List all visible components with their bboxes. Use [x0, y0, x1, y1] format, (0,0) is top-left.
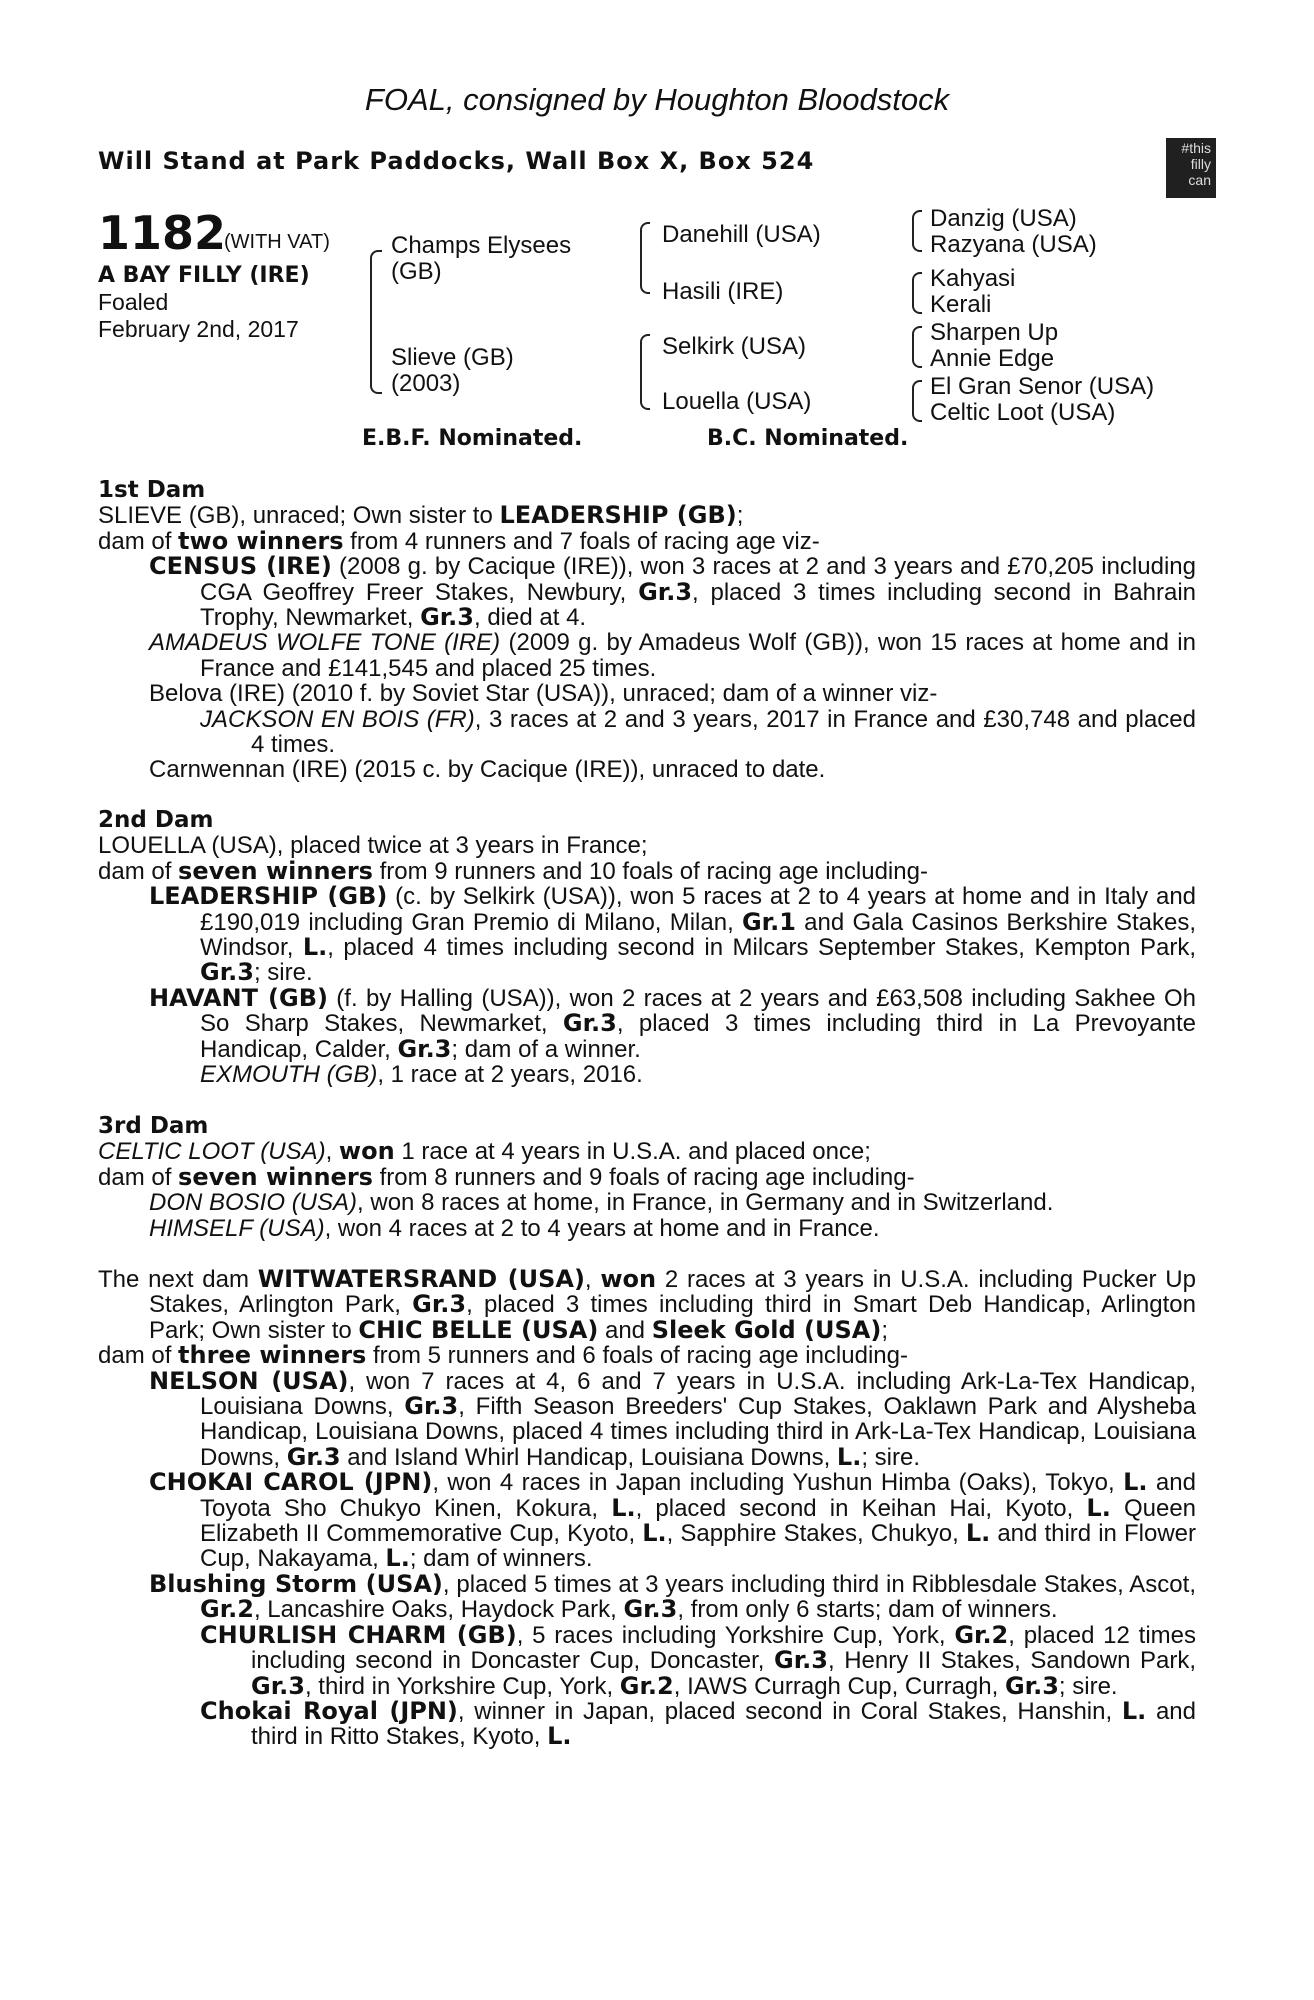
progeny-exmouth: EXMOUTH (GB), 1 race at 2 years, 2016.: [200, 1061, 643, 1089]
pedigree-brace-sire: [640, 222, 650, 294]
progeny-blushing-storm: Blushing Storm (USA), placed 5 times at 3 years including third in Ribblesdale Stakes, Ascot, Gr.2, Lancashire Oaks, Haydock Park, Gr.3, from only 6 starts; dam of winners.: [149, 1569, 1196, 1624]
vat-label: (WITH VAT): [224, 231, 330, 253]
progeny-belova: Belova (IRE) (2010 f. by Soviet Star (USA)), unraced; dam of a winner viz-: [149, 680, 938, 708]
pedigree-g3-4: Kerali: [930, 291, 992, 318]
badge-text-1: #this: [1181, 140, 1211, 156]
pedigree-sire-dam: Hasili (IRE): [662, 278, 784, 305]
pedigree-brace-g3-2: [912, 272, 922, 314]
pedigree-g3-3: Kahyasi: [930, 265, 1016, 292]
foaled-date: February 2nd, 2017: [98, 316, 299, 342]
badge-text-2: filly: [1190, 156, 1211, 172]
progeny-chokai-carol: CHOKAI CAROL (JPN), won 4 races in Japan including Yushun Himba (Oaks), Tokyo, L. and Toyota Sho Chukyo Kinen, Kokura, L., placed second in Keihan Hai, Kyoto, L. Queen Elizabeth II Commemorative Cup, Kyoto, L., Sapphire Stakes, Chukyo, L. and third in Flower Cup, Nakayama, L.; dam of winners.: [149, 1468, 1197, 1573]
pedigree-g3-1: Danzig (USA): [930, 205, 1077, 232]
progeny-churlish-charm: CHURLISH CHARM (GB), 5 races including Yorkshire Cup, York, Gr.2, placed 12 times including second in Doncaster Cup, Doncaster, Gr.3, Henry II Stakes, Sandown Park, Gr.3, third in Yorkshire Cup, York, Gr.2, IAWS Curragh Cup, Curragh, Gr.3; sire.: [200, 1620, 1196, 1700]
pedigree-g3-8: Celtic Loot (USA): [930, 399, 1116, 426]
foaled-label: Foaled: [98, 289, 169, 315]
pedigree-dam: Slieve (GB) (2003): [391, 344, 514, 397]
stand-location: Will Stand at Park Paddocks, Wall Box X, Box 524: [98, 147, 815, 175]
progeny-census: CENSUS (IRE) (2008 g. by Cacique (IRE)), won 3 races at 2 and 3 years and £70,205 including CGA Geoffrey Freer Stakes, Newbury, Gr.3, placed 3 times including second in Bahrain Trophy, Newmarket, Gr.3, died at 4.: [149, 552, 1197, 632]
pedigree-sire-sire: Danehill (USA): [662, 221, 821, 248]
pedigree-dam-sire: Selkirk (USA): [662, 333, 807, 360]
ebf-nominated: E.B.F. Nominated.: [362, 426, 583, 451]
next-dam-line-2: dam of three winners from 5 runners and 6 foals of racing age including-: [98, 1341, 908, 1370]
third-dam-heading: 3rd Dam: [98, 1113, 209, 1139]
second-dam-line-2: dam of seven winners from 9 runners and 10 foals of racing age including-: [98, 856, 928, 885]
pedigree-brace-main: [370, 250, 382, 394]
lot-name: A BAY FILLY (IRE): [98, 263, 310, 288]
progeny-himself: HIMSELF (USA), won 4 races at 2 to 4 years at home and in France.: [149, 1214, 880, 1242]
pedigree-brace-g3-1: [912, 210, 922, 252]
progeny-jackson: JACKSON EN BOIS (FR), 3 races at 2 and 3 years, 2017 in France and £30,748 and placed 4 times.: [200, 705, 1196, 759]
progeny-leadership: LEADERSHIP (GB) (c. by Selkirk (USA)), won 5 races at 2 to 4 years at home and in Italy and £190,019 including Gran Premio di Milano, Milan, Gr.1 and Gala Casinos Berkshire Stakes, Windsor, L., placed 4 times including second in Milcars September Stakes, Kempton Park, Gr.3; sire.: [149, 882, 1197, 987]
pedigree-brace-g3-3: [912, 326, 922, 368]
pedigree-dam-dam: Louella (USA): [662, 388, 812, 415]
progeny-chokai-royal: Chokai Royal (JPN), winner in Japan, placed second in Coral Stakes, Hanshin, L. and third in Ritto Stakes, Kyoto, L.: [200, 1696, 1196, 1751]
third-dam-line-1: CELTIC LOOT (USA), won 1 race at 4 years in U.S.A. and placed once;: [98, 1137, 871, 1166]
pedigree-sire: Champs Elysees (GB): [391, 232, 572, 285]
bc-nominated: B.C. Nominated.: [707, 426, 909, 451]
badge-text-3: can: [1188, 172, 1211, 188]
second-dam-heading: 2nd Dam: [98, 807, 214, 833]
first-dam-heading: 1st Dam: [98, 477, 206, 503]
progeny-carnwennan: Carnwennan (IRE) (2015 c. by Cacique (IRE)), unraced to date.: [149, 756, 826, 784]
pedigree-g3-7: El Gran Senor (USA): [930, 373, 1155, 400]
this-filly-can-logo: [1166, 138, 1216, 198]
next-dam-section: [0, 1267, 1314, 1750]
pedigree-brace-dam: [640, 334, 650, 410]
next-dam-intro: The next dam WITWATERSRAND (USA), won 2 races at 3 years in U.S.A. including Pucker Up Stakes, Arlington Park, Gr.3, placed 3 times including third in Smart Deb Handicap, Arlington Park; Own sister to CHIC BELLE (USA) and Sleek Gold (USA);: [98, 1265, 1196, 1344]
first-dam-section: [0, 478, 1314, 783]
pedigree-brace-g3-4: [912, 380, 922, 422]
progeny-nelson: NELSON (USA), won 7 races at 4, 6 and 7 years in U.S.A. including Ark-La-Tex Handicap, Louisiana Downs, Gr.3, Fifth Season Breeders' Cup Stakes, Oaklawn Park and Alysheba Handicap, Louisiana Downs, placed 4 times including third in Ark-La-Tex Handicap, Louisiana Downs, Gr.3 and Island Whirl Handicap, Louisiana Downs, L.; sire.: [149, 1366, 1197, 1471]
first-dam-line-1: SLIEVE (GB), unraced; Own sister to LEADERSHIP (GB);: [98, 501, 744, 530]
pedigree-g3-2: Razyana (USA): [930, 231, 1097, 258]
second-dam-section: [0, 808, 1314, 1087]
first-dam-line-2: dam of two winners from 4 runners and 7 foals of racing age viz-: [98, 526, 820, 555]
progeny-havant: HAVANT (GB) (f. by Halling (USA)), won 2 races at 2 years and £63,508 including Sakhee Oh So Sharp Stakes, Newmarket, Gr.3, placed 3 times including third in La Prevoyante Handicap, Calder, Gr.3; dam of a winner.: [149, 983, 1197, 1063]
third-dam-line-2: dam of seven winners from 8 runners and 9 foals of racing age including-: [98, 1162, 915, 1191]
progeny-don-bosio: DON BOSIO (USA), won 8 races at home, in France, in Germany and in Switzerland.: [149, 1189, 1054, 1217]
page-title: FOAL, consigned by Houghton Bloodstock: [364, 82, 950, 117]
second-dam-line-1: LOUELLA (USA), placed twice at 3 years in France;: [98, 832, 648, 860]
pedigree-g3-5: Sharpen Up: [930, 319, 1059, 346]
third-dam-section: [0, 1114, 1314, 1241]
progeny-amadeus: AMADEUS WOLFE TONE (IRE) (2009 g. by Amadeus Wolf (GB)), won 15 races at home and in France and £141,545 and placed 25 times.: [149, 629, 1196, 682]
lot-number: 1182: [98, 206, 227, 260]
pedigree-g3-6: Annie Edge: [930, 345, 1055, 372]
